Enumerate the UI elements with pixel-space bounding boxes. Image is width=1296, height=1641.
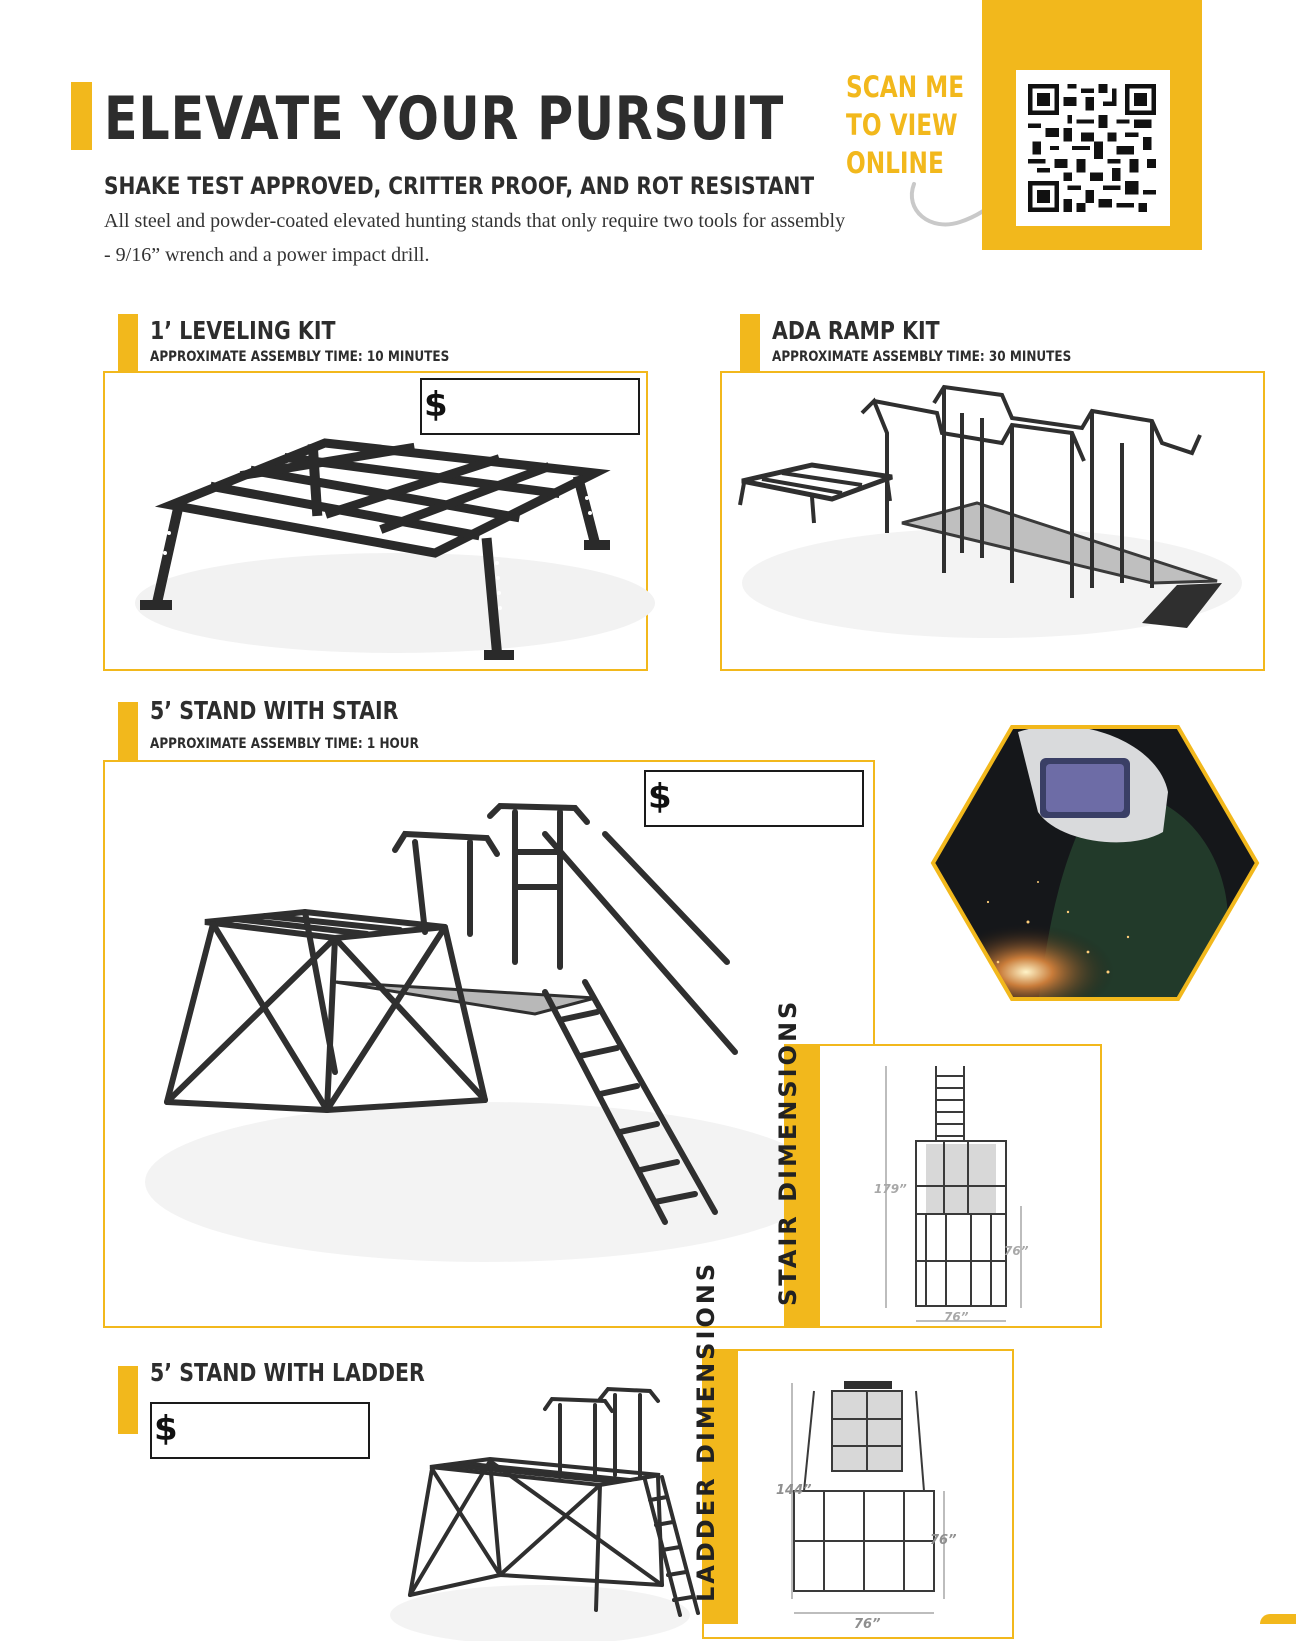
scan-line-1: SCAN ME	[846, 70, 965, 104]
stair-height-label: 76”	[1004, 1244, 1029, 1258]
ada-ramp-title: ADA RAMP KIT	[772, 316, 940, 345]
ladder-dimensions-label: LADDER DIMENSIONS	[702, 1349, 738, 1624]
ada-ramp-image	[722, 373, 1267, 673]
title-accent-bar	[71, 82, 92, 150]
stand-ladder-image	[400, 1385, 700, 1625]
ladder-height-label: 76”	[930, 1533, 957, 1548]
scan-line-3: ONLINE	[846, 146, 944, 180]
qr-code-icon[interactable]	[1028, 84, 1156, 212]
page-title: ELEVATE YOUR PURSUIT	[104, 84, 785, 154]
corner-accent	[1260, 1614, 1296, 1624]
page-subtitle: SHAKE TEST APPROVED, CRITTER PROOF, AND ROT RESISTANT	[104, 172, 815, 200]
ada-ramp-assembly-time: APPROXIMATE ASSEMBLY TIME: 30 MINUTES	[772, 349, 1072, 365]
ladder-dimensions-diagram	[704, 1351, 1016, 1641]
stand-ladder-price-field[interactable]: $	[150, 1402, 370, 1459]
stair-dimensions-label: STAIR DIMENSIONS	[784, 1044, 820, 1328]
stair-width-label: 76”	[944, 1310, 969, 1324]
scan-line-2: TO VIEW	[846, 108, 958, 142]
description-line-2: - 9/16” wrench and a power impact drill.	[104, 244, 430, 266]
scan-me-text	[846, 68, 964, 182]
stand-stair-price-field[interactable]: $	[644, 770, 864, 827]
qr-code-frame[interactable]	[1016, 70, 1170, 226]
stand-stair-panel	[103, 760, 875, 1328]
leveling-kit-title: 1’ LEVELING KIT	[150, 316, 336, 345]
stand-stair-assembly-time: APPROXIMATE ASSEMBLY TIME: 1 HOUR	[150, 736, 419, 752]
stair-dimensions-panel	[784, 1044, 1102, 1328]
description-line-1: All steel and powder-coated elevated hunting stands that only require two tools for assembly	[104, 210, 846, 232]
leveling-kit-assembly-time: APPROXIMATE ASSEMBLY TIME: 10 MINUTES	[150, 349, 450, 365]
ada-ramp-panel	[720, 371, 1265, 671]
stand-ladder-title: 5’ STAND WITH LADDER	[150, 1358, 425, 1387]
stand-stair-title: 5’ STAND WITH STAIR	[150, 696, 399, 725]
leveling-kit-price-field[interactable]: $	[420, 378, 640, 435]
ladder-length-label: 144”	[776, 1483, 812, 1498]
page-description	[104, 204, 924, 272]
ladder-width-label: 76”	[854, 1617, 881, 1632]
stand-ladder-accent-bar	[118, 1366, 138, 1434]
stair-length-label: 179”	[874, 1182, 907, 1196]
stair-dimensions-diagram	[786, 1046, 1104, 1330]
welder-hexagon-image	[928, 722, 1262, 1004]
ladder-dimensions-panel	[702, 1349, 1014, 1639]
stand-stair-image	[105, 762, 877, 1330]
